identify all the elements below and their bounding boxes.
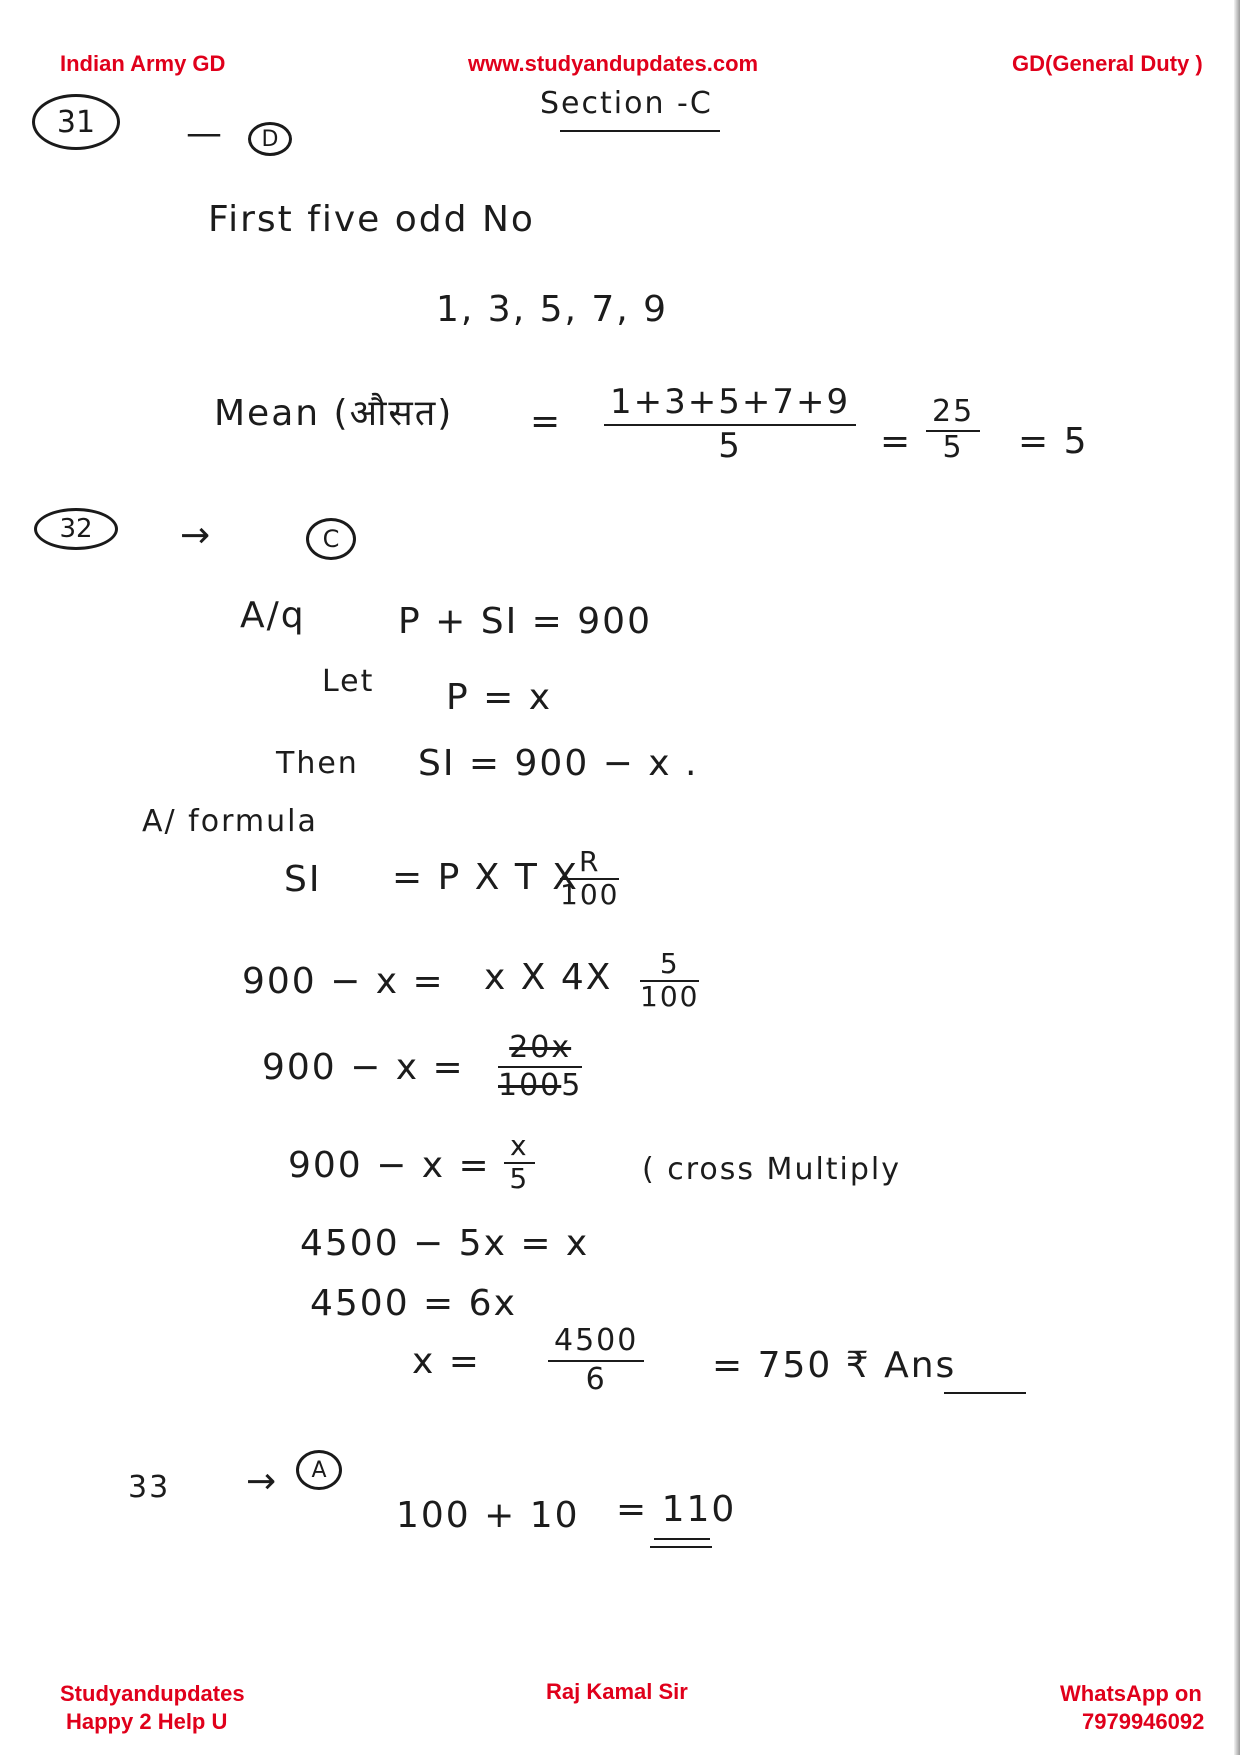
q31-fraction-sum bbox=[604, 380, 856, 466]
q32-step5: 4500 = 6x bbox=[310, 1283, 517, 1324]
question-31-number-text: 31 bbox=[56, 104, 96, 140]
q32-step3-denominator: 5 bbox=[509, 1162, 530, 1195]
q31-fraction-result bbox=[926, 394, 980, 464]
q31-answer-circle bbox=[248, 122, 292, 156]
q31-fraction-sum-numerator: 1+3+5+7+9 bbox=[610, 382, 851, 422]
q32-formula-label: A/ formula bbox=[142, 804, 318, 839]
q32-si-formula: = P X T X bbox=[392, 857, 579, 898]
q32-answer-underline bbox=[944, 1392, 1026, 1394]
q31-fraction-result-denominator: 5 bbox=[942, 430, 964, 465]
q33-result-underline-1 bbox=[654, 1538, 710, 1540]
q31-fraction-sum-denominator: 5 bbox=[718, 426, 742, 466]
question-32-number bbox=[34, 508, 118, 550]
question-31-number bbox=[32, 94, 120, 150]
q32-step6-numerator: 4500 bbox=[554, 1323, 639, 1358]
q31-odd-numbers: 1, 3, 5, 7, 9 bbox=[436, 289, 669, 330]
q32-step1-fraction bbox=[640, 948, 699, 1012]
q32-si-label: SI bbox=[284, 859, 322, 900]
q32-aq-label: A/q bbox=[240, 595, 306, 636]
q31-result: = 5 bbox=[1018, 421, 1089, 462]
q32-rate-numerator: R bbox=[578, 845, 601, 878]
q32-final-answer: = 750 ₹ Ans bbox=[712, 1345, 957, 1386]
question-32-number-text: 32 bbox=[59, 514, 93, 544]
header-website: www.studyandupdates.com bbox=[468, 51, 759, 76]
q33-expression: 100 + 10 bbox=[396, 1495, 580, 1536]
q32-let-expression: P = x bbox=[446, 677, 553, 718]
q31-fraction-result-numerator: 25 bbox=[932, 394, 975, 429]
q32-step1-middle: x X 4X bbox=[484, 957, 613, 998]
q32-arrow: → bbox=[180, 515, 213, 556]
q32-step6-fraction bbox=[548, 1322, 644, 1398]
q33-result: = 110 bbox=[616, 1489, 737, 1530]
q31-dash: — bbox=[186, 113, 224, 154]
q32-cross-multiply-note: ( cross Multiply bbox=[642, 1152, 902, 1187]
q32-step6-denominator: 6 bbox=[585, 1362, 607, 1397]
q31-mean-label: Mean (औसत) bbox=[214, 393, 454, 434]
footer-left-line1: Studyandupdates bbox=[60, 1681, 245, 1706]
q32-answer-circle bbox=[306, 518, 356, 560]
q32-step3-left: 900 − x = bbox=[288, 1145, 491, 1186]
footer-author: Raj Kamal Sir bbox=[546, 1679, 688, 1704]
q32-step6-left: x = bbox=[412, 1341, 481, 1382]
q32-rate-denominator: 100 bbox=[560, 878, 620, 911]
q32-step2-left: 900 − x = bbox=[262, 1047, 465, 1088]
header-left-title: Indian Army GD bbox=[60, 51, 226, 76]
page-edge-shadow bbox=[1234, 0, 1240, 1755]
q31-equals-2: = bbox=[880, 421, 913, 462]
q32-then-label: Then bbox=[276, 746, 359, 781]
q33-arrow: → bbox=[246, 1461, 279, 1502]
q32-step2-denominator-suffix: 5 bbox=[561, 1068, 583, 1103]
q32-step3-fraction bbox=[504, 1130, 535, 1194]
q32-step2-numerator: 20x bbox=[509, 1030, 572, 1065]
q32-principal-sum-equation: P + SI = 900 bbox=[398, 601, 652, 642]
footer-whatsapp-number: 7979946092 bbox=[1082, 1709, 1205, 1734]
header-right-title: GD(General Duty ) bbox=[1012, 51, 1203, 76]
section-title-underline bbox=[560, 130, 720, 132]
q32-step2-denominator: 100 bbox=[498, 1068, 562, 1103]
footer-right-line1: WhatsApp on bbox=[1060, 1681, 1202, 1706]
q31-equals: = bbox=[530, 401, 563, 442]
q32-step3-numerator: x bbox=[510, 1129, 529, 1162]
q32-step1-numerator: 5 bbox=[659, 947, 680, 980]
q32-step2-fraction bbox=[498, 1030, 582, 1104]
footer-left-line2: Happy 2 Help U bbox=[66, 1709, 228, 1734]
q32-rate-fraction bbox=[560, 846, 619, 910]
q32-let-label: Let bbox=[322, 664, 375, 699]
q32-step1-left: 900 − x = bbox=[242, 961, 445, 1002]
question-33-number: 33 bbox=[128, 1470, 171, 1505]
q33-answer-text: A bbox=[311, 1457, 327, 1483]
q32-step1-denominator: 100 bbox=[640, 980, 700, 1013]
q31-answer-text: D bbox=[261, 126, 279, 152]
section-title: Section -C bbox=[540, 86, 713, 121]
q31-line1: First five odd No bbox=[208, 199, 535, 240]
q33-result-underline-2 bbox=[650, 1546, 712, 1548]
q32-then-expression: SI = 900 − x . bbox=[418, 743, 699, 784]
q33-answer-circle bbox=[296, 1450, 342, 1490]
q32-step4: 4500 − 5x = x bbox=[300, 1223, 590, 1264]
q32-answer-text: C bbox=[322, 525, 340, 553]
